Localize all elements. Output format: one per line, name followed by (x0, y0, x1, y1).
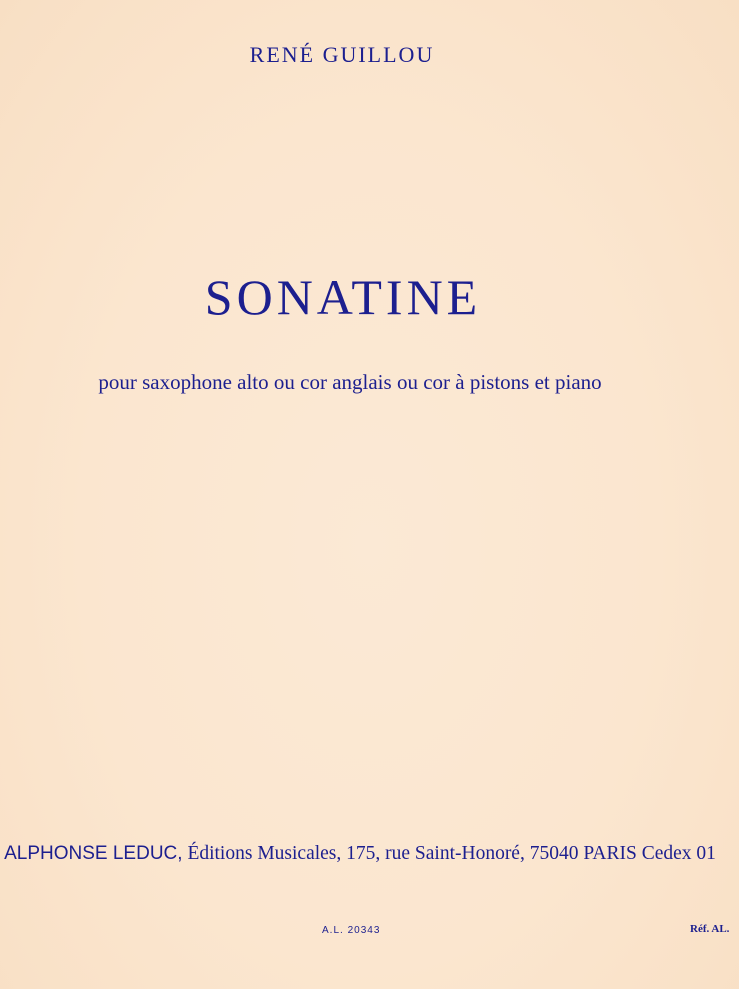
instrumentation-subtitle: pour saxophone alto ou cor anglais ou cor à pistons et piano (98, 370, 602, 394)
work-title: SONATINE (204, 269, 482, 325)
publisher-name: ALPHONSE LEDUC, (4, 843, 183, 864)
publisher-line (0, 843, 720, 865)
plate-number: A.L. 20343 (322, 925, 381, 936)
publisher-details: Éditions Musicales, 175, rue Saint-Honoré, 75040 PARIS Cedex 01 (187, 843, 716, 864)
composer-name: RENÉ GUILLOU (249, 42, 435, 67)
reference-label: Réf. AL. (690, 923, 730, 935)
